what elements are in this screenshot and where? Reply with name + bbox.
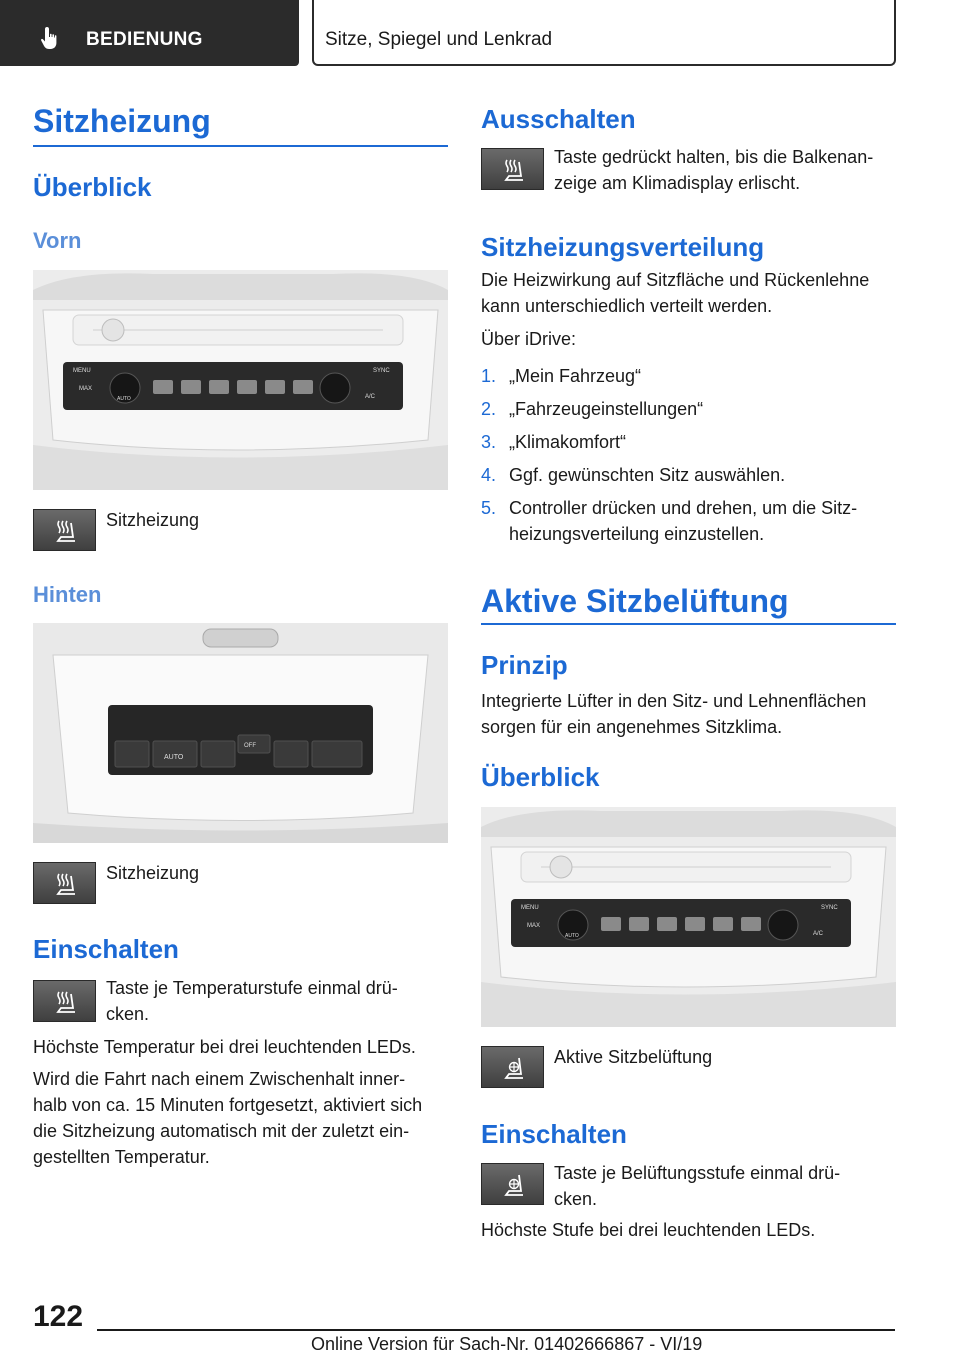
- vent-switch-on-button-icon: [481, 1163, 544, 1205]
- heading-overview: Überblick: [33, 172, 152, 202]
- step-number: 5.: [481, 498, 497, 518]
- step-text: „Klimakomfort“: [509, 432, 627, 452]
- front-climate-panel-photo: [33, 270, 448, 490]
- paragraph-auto-line4: gestellten Temperatur.: [33, 1147, 210, 1167]
- section-label: BEDIENUNG: [86, 29, 203, 50]
- vent-label-max: MAX: [527, 923, 541, 929]
- step-number: 3.: [481, 432, 497, 452]
- rear-seat-heating-button-icon: [33, 862, 96, 904]
- step-text: „Mein Fahrzeug“: [509, 366, 642, 386]
- page-title: Sitzheizung: [33, 103, 211, 139]
- heading-rear: Hinten: [33, 582, 102, 607]
- rear-panel-illustration: [33, 623, 448, 843]
- heading-vent-switch-on: Einschalten: [481, 1119, 627, 1149]
- paragraph-auto-line3: die Sitzheizung automatisch mit der zuletzt ein-: [33, 1121, 410, 1141]
- title-rule: [33, 145, 448, 147]
- page-number: 122: [33, 1300, 84, 1333]
- paragraph-max-temp: Höchste Temperatur bei drei leuchtenden LEDs.: [33, 1037, 416, 1057]
- footer-version-text: Online Version für Sach-Nr. 01402666867 - VI/19: [311, 1334, 703, 1354]
- seat-ventilation-icon: [503, 1056, 525, 1080]
- ventilation-button-icon: [481, 1046, 544, 1088]
- heading-overview-right: Überblick: [481, 762, 600, 792]
- switch-off-text-line1: Taste gedrückt halten, bis die Balkenan-: [554, 147, 874, 167]
- rear-label-off: OFF: [244, 743, 256, 749]
- switch-off-button-icon: [481, 148, 544, 190]
- rear-climate-panel-photo: [33, 623, 448, 843]
- panel-label-sync: SYNC: [373, 368, 390, 374]
- heading-switch-off: Ausschalten: [481, 104, 636, 134]
- footer-rule: [97, 1329, 895, 1331]
- rear-caption: Sitzheizung: [106, 863, 200, 883]
- vent-label-sync: SYNC: [821, 905, 838, 911]
- ventilation-rule: [481, 623, 896, 625]
- vent-label-auto: AUTO: [565, 933, 579, 939]
- principle-line2: sorgen für ein angenehmes Sitzklima.: [481, 717, 783, 737]
- seat-heating-icon: [503, 158, 525, 182]
- switch-on-text-line1: Taste je Temperaturstufe einmal drü-: [106, 978, 398, 998]
- seat-heating-icon: [55, 990, 77, 1014]
- via-idrive: Über iDrive:: [481, 329, 577, 349]
- distribution-line1: Die Heizwirkung auf Sitzfläche und Rückenlehne: [481, 270, 870, 290]
- heading-principle: Prinzip: [481, 650, 568, 680]
- chapter-tab[interactable]: [312, 0, 896, 66]
- rear-label-auto: AUTO: [164, 754, 184, 761]
- switch-off-text-line2: zeige am Klimadisplay erlischt.: [554, 173, 801, 193]
- pointing-hand-icon: [40, 26, 62, 50]
- distribution-line2: kann unterschiedlich verteilt werden.: [481, 296, 773, 316]
- seat-ventilation-icon: [503, 1173, 525, 1197]
- heading-distribution: Sitzheizungsverteilung: [481, 232, 765, 262]
- vent-max-level: Höchste Stufe bei drei leuchtenden LEDs.: [481, 1220, 816, 1240]
- seat-heating-button-icon: [33, 509, 96, 551]
- chapter-label: Sitze, Spiegel und Lenkrad: [325, 29, 553, 50]
- seat-heating-icon: [55, 872, 77, 896]
- paragraph-auto-line1: Wird die Fahrt nach einem Zwischenhalt inner-: [33, 1069, 406, 1089]
- heading-ventilation: Aktive Sitzbelüftung: [481, 583, 789, 619]
- switch-on-button-icon: [33, 980, 96, 1022]
- seat-heating-icon: [55, 519, 77, 543]
- front-caption: Sitzheizung: [106, 510, 200, 530]
- heading-front: Vorn: [33, 228, 82, 253]
- panel-label-ac: A/C: [365, 394, 376, 400]
- front-panel-illustration: [33, 270, 448, 490]
- step-number: 4.: [481, 465, 497, 485]
- page-header: [0, 0, 960, 66]
- ventilation-panel-illustration: [481, 807, 896, 1027]
- principle-line1: Integrierte Lüfter in den Sitz- und Lehnenflächen: [481, 691, 867, 711]
- panel-label-menu: MENU: [73, 368, 91, 374]
- ventilation-caption: Aktive Sitzbelüftung: [554, 1047, 713, 1067]
- step-number: 2.: [481, 399, 497, 419]
- switch-on-text-line2: cken.: [106, 1004, 150, 1024]
- panel-label-auto: AUTO: [117, 396, 131, 402]
- section-tab[interactable]: [0, 0, 299, 66]
- panel-label-max: MAX: [79, 386, 93, 392]
- step-text: Controller drücken und drehen, um die Sitz-: [509, 498, 858, 518]
- step-text: Ggf. gewünschten Sitz auswählen.: [509, 465, 786, 485]
- step-text-continued: heizungsverteilung einzustellen.: [509, 524, 765, 544]
- paragraph-auto-line2: halb von ca. 15 Minuten fortgesetzt, aktiviert sich: [33, 1095, 423, 1115]
- step-text: „Fahrzeugeinstellungen“: [509, 399, 704, 419]
- heading-switch-on: Einschalten: [33, 934, 179, 964]
- vent-switch-on-line2: cken.: [554, 1189, 598, 1209]
- vent-switch-on-line1: Taste je Belüftungsstufe einmal drü-: [554, 1163, 841, 1183]
- vent-label-menu: MENU: [521, 905, 539, 911]
- ventilation-panel-photo: [481, 807, 896, 1027]
- vent-label-ac: A/C: [813, 931, 824, 937]
- step-number: 1.: [481, 366, 497, 386]
